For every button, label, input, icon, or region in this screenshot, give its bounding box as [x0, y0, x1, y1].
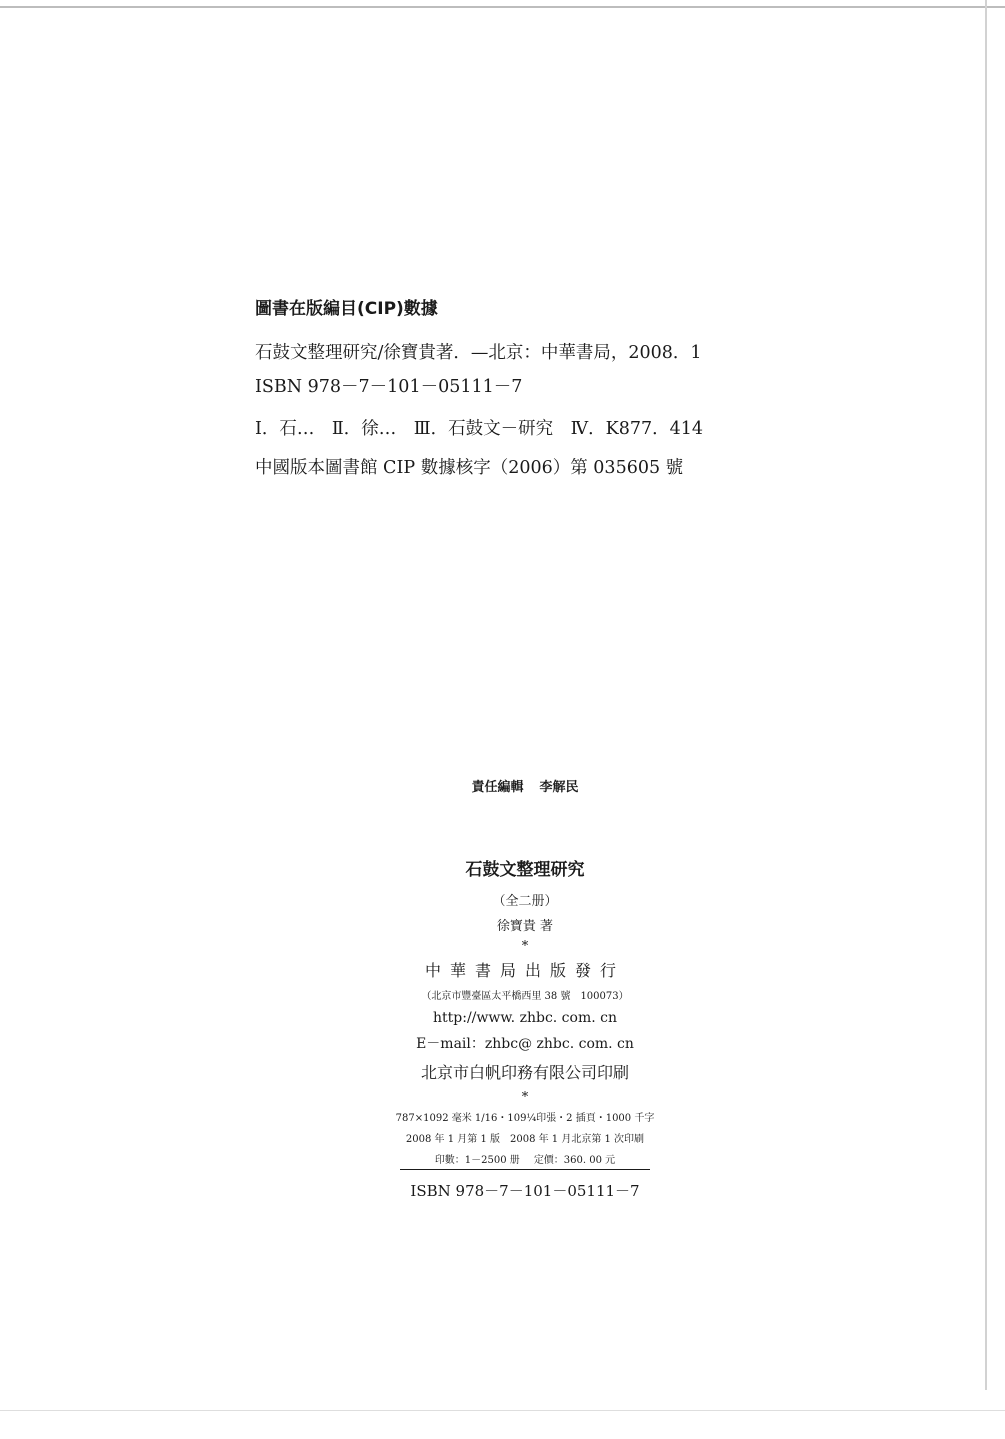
cip-title-line: 石鼓文整理研究/徐寶貴著．—北京：中華書局，2008．1 — [255, 343, 702, 363]
cip-record-line: 中國版本圖書館 CIP 數據核字（2006）第 035605 號 — [255, 458, 684, 478]
cip-data-block — [255, 294, 815, 479]
price: 定價：360. 00 元 — [533, 1155, 616, 1166]
author-line: 徐寶貴 著 — [496, 919, 554, 934]
publisher-email: E－mail：zhbc@ zhbc. com. cn — [416, 1036, 634, 1052]
responsible-editor — [380, 776, 670, 795]
publisher-address: （北京市豐臺區太平橋西里 38 號 100073） — [421, 991, 629, 1002]
book-title: 石鼓文整理研究 — [465, 860, 585, 880]
cip-isbn-line: ISBN 978－7－101－05111－7 — [255, 377, 523, 397]
scan-edge-top — [0, 6, 1005, 8]
edition-info: 2008 年 1 月第 1 版 2008 年 1 月北京第 1 次印刷 — [405, 1134, 645, 1145]
cip-heading: 圖書在版編目(CIP)數據 — [255, 299, 438, 319]
print-run-and-price — [380, 1151, 670, 1166]
colophon-block — [380, 776, 670, 1201]
printer-line: 北京市白帆印務有限公司印刷 — [420, 1063, 629, 1082]
scan-edge-bottom — [0, 1410, 1005, 1411]
separator-star: * — [521, 939, 529, 954]
scan-edge-right — [985, 0, 987, 1390]
isbn-bottom: ISBN 978－7－101－05111－7 — [410, 1182, 640, 1200]
print-run: 印數：1－2500 册 — [434, 1155, 520, 1166]
cip-subject-line: Ⅰ．石… Ⅱ．徐… Ⅲ．石鼓文－研究 Ⅳ．K877．414 — [255, 419, 704, 439]
publisher-website: http://www. zhbc. com. cn — [433, 1010, 617, 1026]
separator-star: * — [521, 1090, 529, 1105]
divider-rule — [400, 1169, 650, 1170]
editor-label: 責任編輯 — [471, 780, 524, 795]
volume-count: （全二册） — [492, 894, 558, 909]
format-specs: 787×1092 毫米 1/16・109¼印張・2 插頁・1000 千字 — [395, 1113, 655, 1124]
publisher-line: 中華書局出版發行 — [424, 961, 625, 980]
editor-name: 李解民 — [539, 780, 579, 795]
